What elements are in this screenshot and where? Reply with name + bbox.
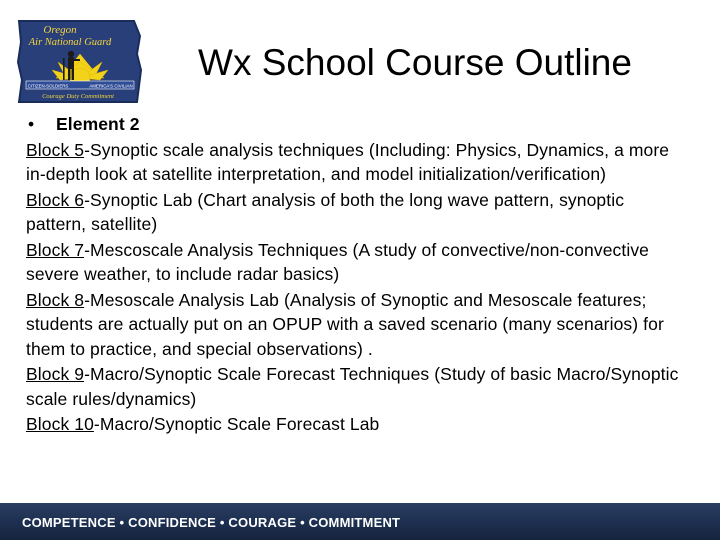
element-heading: Element 2 xyxy=(56,114,140,134)
block-9-paragraph xyxy=(26,362,686,411)
logo-line-2: Air National Guard xyxy=(28,37,112,48)
block-5-text: -Synoptic scale analysis techniques (Including: Physics, Dynamics, a more in-depth look at satellite interpretation, and model initialization/verification) xyxy=(26,139,670,184)
block-9-text: -Macro/Synoptic Scale Forecast Techniques (Study of basic Macro/Synoptic scale rules/dynamics) xyxy=(26,364,679,409)
logo-banner-right: AMERICA'S CIVILIAN xyxy=(89,83,133,89)
block-5-label: Block 5 xyxy=(26,139,85,160)
block-10-paragraph xyxy=(26,412,686,437)
oregon-air-national-guard-logo xyxy=(16,18,144,104)
logo-banner-left: CITIZEN-SOLDIERS xyxy=(27,83,69,89)
block-5-paragraph xyxy=(26,138,686,187)
block-8-text: -Mesoscale Analysis Lab (Analysis of Synoptic and Mesoscale features; students are actually put on an OPUP with a saved scenario (many scenarios) for them to practice, and special observations) . xyxy=(26,289,664,359)
block-6-paragraph xyxy=(26,188,686,237)
block-7-label: Block 7 xyxy=(26,239,85,260)
bullet-item xyxy=(26,112,686,137)
bullet-glyph: • xyxy=(28,114,35,134)
footer-bar xyxy=(0,503,720,540)
course-outline-content xyxy=(26,112,686,437)
block-6-label: Block 6 xyxy=(26,189,85,210)
block-10-label: Block 10 xyxy=(26,414,94,434)
logo-line-1: Oregon xyxy=(43,24,77,36)
page-title: Wx School Course Outline xyxy=(198,42,632,83)
footer-motto: COMPETENCE • CONFIDENCE • COURAGE • COMMITMENT xyxy=(22,515,401,530)
block-6-text: -Synoptic Lab (Chart analysis of both the long wave pattern, synoptic pattern, satellite) xyxy=(26,189,625,234)
block-7-paragraph xyxy=(26,238,686,287)
block-8-label: Block 8 xyxy=(26,289,85,310)
block-10-text: -Macro/Synoptic Scale Forecast Lab xyxy=(93,414,380,434)
block-7-text: -Mescoscale Analysis Techniques (A study of convective/non-convective severe weather, to include radar basics) xyxy=(26,239,650,284)
logo-motto: Courage Duty Commitment xyxy=(42,93,114,100)
block-8-paragraph xyxy=(26,288,686,362)
block-9-label: Block 9 xyxy=(26,364,85,384)
